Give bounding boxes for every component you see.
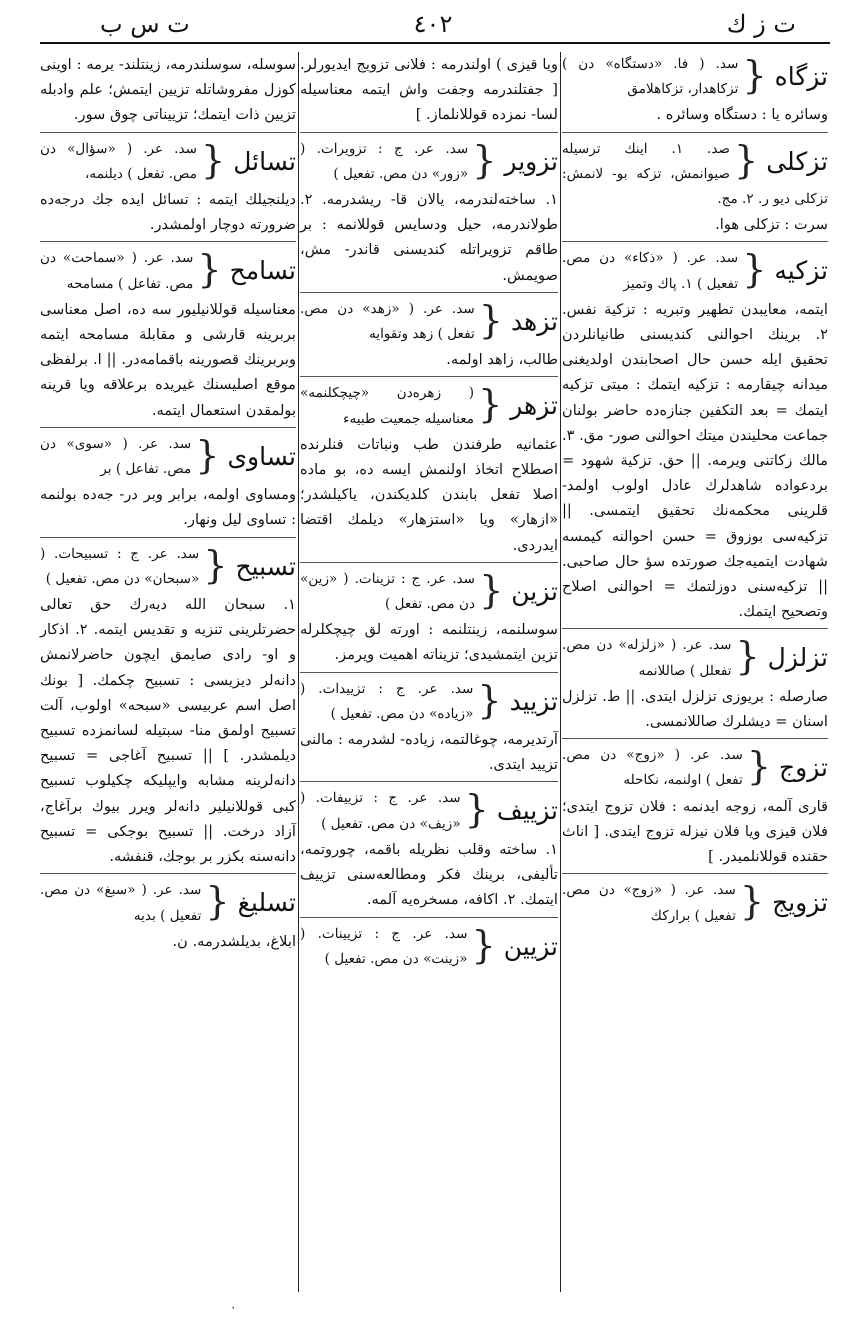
dictionary-entry: [300, 567, 558, 668]
entry-grammar-note: سد. عر. ( «سوى» دن مص. تفاعل ) بر: [40, 435, 192, 478]
column-divider: [560, 52, 561, 1292]
entry-separator: [300, 376, 558, 377]
brace-icon: {: [471, 922, 496, 967]
entry-definition: ابلاغ، بديلشدرمه. ن.: [172, 932, 296, 950]
brace-icon: {: [205, 879, 230, 924]
brace-icon: {: [734, 137, 759, 182]
entry-grammar-note: سد. عر. ( «سؤال» دن مص. تفعل ) ديلنمه،: [40, 140, 198, 182]
entry-grammar-note: سد. عر. ( «سبغ» دن مص. تفعيل ) بديه: [40, 882, 202, 924]
entry-separator: [562, 628, 828, 629]
entry-headword: تسائل: [233, 146, 296, 176]
entry-headword: تسليغ: [237, 888, 296, 918]
entry-headword: تزين: [511, 576, 558, 606]
brace-icon: {: [478, 297, 503, 342]
brace-icon: {: [746, 744, 772, 789]
entry-separator: [300, 917, 558, 918]
footnote-mark: ٠: [230, 1300, 237, 1314]
entry-separator: [300, 292, 558, 293]
entry-definition: ١. ساخته‌لندرمه، يالان قا- ريشدرمه. ٢. طولاندرمه، حيل ودسايس قوللانمه : بر طاقم تزويراتله كنديسنى قاندر- مش، صويمش.: [300, 191, 558, 284]
brace-icon: {: [472, 137, 497, 182]
entry-separator: [40, 132, 296, 133]
entry-grammar-note: سد. عر. ( «زهد» دن مص. تفعل ) زهد وتقوايه: [300, 300, 475, 343]
brace-icon: {: [203, 542, 228, 587]
entry-definition: آرتديرمه، چوغالتمه، زياده- لشدرمه : مالنى تزييد ايتدى.: [300, 731, 558, 774]
entry-separator: [562, 873, 828, 874]
dictionary-entry: [300, 922, 558, 972]
page-number: ٤٠٢: [413, 10, 453, 38]
entry-definition: ديلنجيلك ايتمه : تسائل ايده جك درجه‌ده ضرورته دوچار اولمشدر.: [40, 191, 296, 234]
dictionary-entry: [300, 297, 558, 373]
dictionary-entry: [40, 137, 296, 238]
header-rule: [40, 42, 830, 44]
entry-definition: ١. ساخته وقلب نظريله باقمه، چوروتمه، تأليفى، برينك فكر ومطالعه‌سنى تزييف ايتمك. ٢. اكافه، مسخره‌يه آلمه.: [300, 840, 558, 909]
dictionary-entry: [562, 52, 828, 128]
entry-definition: صارصله : بريوزى تزلزل ايتدى. || ط. تزلزل اسنان = ديشلرك صاللانمسى.: [562, 687, 828, 731]
dictionary-entry: [300, 137, 558, 288]
entry-definition: معناسيله قوللانيليور سه ده، اصل معناسى بربرينه قارشى و مقابلة مسامحه ايتمه وبربرينك قصورينه باقمامه‌در. || ا. برلفظى موقع اصليسنك غيريده برعلاقه ويا قرينه بولمقدن استعمال ايتمه.: [40, 300, 296, 419]
brace-icon: {: [735, 634, 760, 679]
entry-definition: سوسلنمه، زينتلنمه : اورته لق چيچكلرله تزين ايتمشيدى؛ تزيناته اهميت ويرمز.: [300, 621, 558, 664]
column-left: [40, 52, 296, 956]
entry-headword: تزوير: [504, 146, 558, 176]
brace-icon: {: [201, 137, 226, 182]
entry-separator: [300, 781, 558, 782]
entry-headword: تساوى: [227, 441, 296, 471]
entry-grammar-note: سد. عر. ج : تسبيحات. ( «سبحان» دن مص. تفعيل ): [40, 545, 200, 587]
brace-icon: {: [195, 432, 220, 477]
entry-grammar-note: سد. عر. ج : تزيينات. ( «زينت» دن مص. تفعيل ): [300, 925, 468, 967]
entry-separator: [40, 873, 296, 874]
dictionary-entry: [300, 52, 558, 128]
entry-grammar-note: سد. عر. ج : تزييفات. ( «زيف» دن مص. تفعيل ): [300, 790, 461, 832]
brace-icon: {: [742, 247, 767, 292]
entry-separator: [562, 132, 828, 133]
brace-icon: {: [464, 787, 489, 832]
brace-icon: {: [478, 382, 503, 427]
dictionary-entry: [562, 633, 828, 734]
entry-headword: تزهر: [510, 391, 558, 421]
entry-grammar-note: سد. عر. ج : تزويرات. ( «زور» دن مص. تفعيل ): [300, 140, 469, 182]
brace-icon: {: [742, 53, 767, 97]
dictionary-entry: [40, 52, 296, 128]
entry-definition: وسائره يا : دستگاه وسائره .: [656, 106, 828, 124]
entry-headword: تزويج: [772, 888, 828, 918]
brace-icon: {: [477, 677, 502, 722]
entry-grammar-note: سد. عر. ( «سماحت» دن مص. تفاعل ) مسامحه: [40, 250, 194, 292]
entry-definition: سوسله، سوسلندرمه، زينتلند- يرمه : اوينى كوزل مفروشاتله تزيين ايتمش؛ علم وادبله تزيين ذات ايتمك؛ تزييناتى چوق سور.: [40, 56, 296, 124]
entry-grammar-note: سد. عر. ( «زلزله» دن مص. تفعلل ) صاللانمه: [562, 637, 732, 679]
entry-headword: تزگاه: [774, 62, 828, 91]
entry-definition: سرت : تزكلى هوا.: [715, 216, 828, 234]
entry-headword: تزييد: [509, 686, 558, 716]
entry-definition: ويا قيزى ) اولندرمه : فلانى تزويج ايديورلر. [ جفتلندرمه وجفت واش ايتمه معناسيله لسا- نمزده قوللانلماز. ]: [300, 56, 558, 124]
entry-headword: تزهد: [510, 306, 558, 336]
entry-grammar-note: سد. عر. ( «زوج» دن مص. تفعيل ) براركك: [562, 882, 736, 924]
entry-grammar-note: سد. عر. ( «ذكاء» دن مص. تفعيل ) ١. پاك وتميز: [562, 250, 739, 292]
brace-icon: {: [197, 247, 222, 292]
entry-grammar-note: سد. عر. ج : تزييدات. ( «زياده» دن مص. تفعيل ): [300, 680, 474, 722]
header-left-letters: ت س ب: [100, 10, 190, 38]
dictionary-entry: [40, 246, 296, 422]
dictionary-entry: [40, 432, 296, 533]
dictionary-entry: [562, 246, 828, 624]
entry-separator: [562, 241, 828, 242]
entry-definition: ١. سبحان الله ديه‌رك حق تعالى حضرتلرينى تنزيه و تقديس ايتمه. ٢. اذكار و او- رادى صايمق ايچون حاضرلانمش دانه‌لر ديزيسى : تسبيح چكمك. [ بونك اصل اسم عربيسى «سبحه» اولوب، آلت تسبيح اولمق منا- سبتيله لسانمزده تسبيح ديلمشدر. ] || تسبيح آغاجى = تسبيح دانه‌لرينه مشابه وايپليكه چكيلوب تسبيح كبى قوللانيلير دانه‌لر ويرر بيوك برآغاج، آزاد درخت. || تسبيح بوجكى = تسبيح دانه‌سنه بكزر بر بوجك، قنفشه.: [40, 596, 296, 866]
dictionary-entry: [40, 542, 296, 870]
entry-separator: [300, 562, 558, 563]
column-middle: [300, 52, 558, 974]
column-right: [562, 52, 828, 931]
entry-headword: تسبيح: [235, 551, 296, 581]
entry-headword: تزييف: [496, 796, 558, 826]
entry-definition: عثمانيه طرفندن طب ونباتات فنلرنده اصطلاح اتخاذ اولنمش ايسه ده، بو ماده اصلا تفعل بابندن كلديكندن، ياكيلشدر؛ «ازهار» ويا «استزهار» ديلمك اقتضا ايدردى.: [300, 435, 558, 554]
dictionary-entry: [300, 786, 558, 912]
entry-definition: قارى آلمه، زوجه ايدنمه : فلان تزوج ايتدى؛ فلان قيزى ويا فلان نيزله تزوج ايتدى. [ اناث حقنده قوللانلميدر. ]: [562, 797, 828, 866]
entry-headword: تزكيه: [774, 256, 828, 286]
entry-separator: [300, 672, 558, 673]
entry-headword: تزلزل: [767, 643, 828, 673]
entry-definition: طالب، زاهد اولمه.: [446, 351, 558, 369]
entry-grammar-note: سد. عر. ج : تزينات. ( «زين» دن مص. تفعل ): [300, 570, 476, 613]
entry-separator: [40, 241, 296, 242]
entry-definition: ومساوى اولمه، برابر وبر در- جه‌ده بولنمه : تساوى ليل ونهار.: [40, 486, 296, 529]
header-right-letters: ت ز ك: [726, 10, 796, 38]
entry-headword: تزكلى: [766, 146, 828, 176]
entry-grammar-note: ( زهره‌دن «چيچكلنمه» معناسيله جمعيت طبيه‌ء: [300, 385, 475, 427]
entry-grammar-note: سد. عر. ( «زوج» دن مص. تفعل ) اولنمه، نكاحله: [562, 747, 743, 789]
entry-headword: تزيين: [503, 931, 558, 961]
entry-headword: تزوج: [779, 753, 828, 783]
dictionary-entry: [562, 743, 828, 869]
brace-icon: {: [479, 567, 504, 612]
dictionary-entry: [300, 677, 558, 778]
column-divider: [298, 52, 299, 1292]
page-header: [40, 8, 826, 42]
entry-separator: [40, 427, 296, 428]
dictionary-entry: [562, 137, 828, 238]
entry-definition: ايتمه، معايبدن تطهير وتبريه : تزكية نفس. ٢. برينك احوالنى كنديسنى طانيانلردن تحقيق ايله حسن حال اصحابندن اولديغنى ميدانه چيقارمه : تزكيه ايتمك : ميتى تزكيه ايتمك = بعد التكفين جنازه‌ده حاضر بولنان جماعت محليندن ميتك احوالنى صور- مق. ٣. مالك زكاتنى ويرمه. || حق. تزكية شهود = بردعواده شاهدلرك عادل اولوب اولمد- قلرينى محكمه‌نك تحقيق ايتمسى. || تزكيه‌سى بوزوق = حسن احوالنه كيمسه شهادت ايتميه‌جك صورتده سؤ حال صاحبى. || تزكيه‌سنى دوزلتمك = احوالنى اصلاح وتصحيح ايتمك.: [562, 300, 828, 621]
dictionary-entry: [40, 878, 296, 954]
dictionary-entry: [300, 381, 558, 557]
brace-icon: {: [739, 879, 765, 924]
entry-headword: تسامح: [229, 256, 296, 286]
entry-separator: [40, 537, 296, 538]
entry-grammar-note: سد. ( فا. «دستگاه» دن ) تزكاهدار، تزكاهلامق: [562, 56, 739, 98]
entry-separator: [562, 738, 828, 739]
dictionary-entry: [562, 878, 828, 928]
entry-grammar-note: صد. ١. اينك ترسيله صيوانمش، تزكه بو- لانمش: تزكلى ديو ر. ٢. مج.: [562, 140, 828, 208]
entry-separator: [300, 132, 558, 133]
